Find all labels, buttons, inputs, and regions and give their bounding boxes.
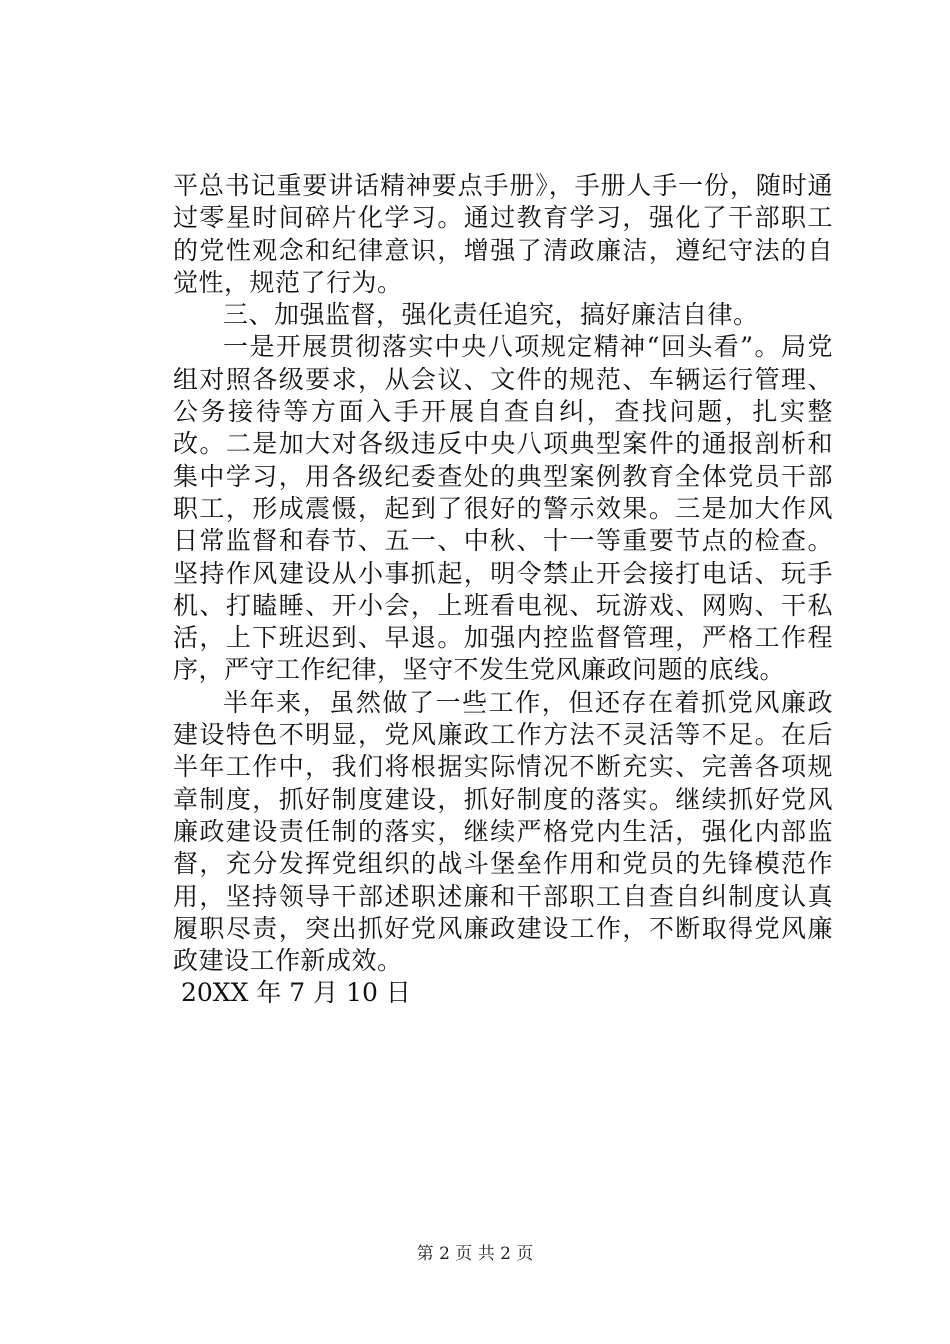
paragraph-continuation: 平总书记重要讲话精神要点手册》，手册人手一份，随时通过零星时间碎片化学习。通过教育学习，强化了干部职工的党性观念和纪律意识，增强了清政廉洁，遵纪守法的自觉性，规范了行为。 (173, 171, 833, 297)
paragraph-summary: 半年来，虽然做了一些工作，但还存在着抓党风廉政建设特色不明显，党风廉政工作方法不灵活等不足。在后半年工作中，我们将根据实际情况不断充实、完善各项规章制度，抓好制度建设，抓好制度的落实。继续抓好党风廉政建设责任制的落实，继续严格党内生活，强化内部监督，充分发挥党组织的战斗堡垒作用和党员的先锋模范作用，坚持领导干部述职述廉和干部职工自查自纠制度认真履职尽责，突出抓好党风廉政建设工作，不断取得党风廉政建设工作新成效。 (173, 687, 833, 976)
paragraph-supervision: 一是开展贯彻落实中央八项规定精神“回头看”。局党组对照各级要求，从会议、文件的规范、车辆运行管理、公务接待等方面入手开展自查自纠，查找问题，扎实整改。二是加大对各级违反中央八项典型案件的通报剖析和集中学习，用各级纪委查处的典型案例教育全体党员干部职工，形成震慑，起到了很好的警示效果。三是加大作风日常监督和春节、五一、中秋、十一等重要节点的检查。坚持作风建设从小事抓起，明令禁止开会接打电话、玩手机、打瞌睡、开小会，上班看电视、玩游戏、网购、干私活，上下班迟到、早退。加强内控监督管理，严格工作程序，严守工作纪律，坚守不发生党风廉政问题的底线。 (173, 332, 833, 685)
page-number-label: 第 2 页 共 2 页 (416, 1244, 534, 1264)
section-heading-three: 三、加强监督，强化责任追究，搞好廉洁自律。 (223, 300, 759, 330)
document-body (173, 170, 833, 1010)
document-date: 20XX 年 7 月 10 日 (181, 978, 411, 1008)
page-footer (0, 1243, 950, 1265)
